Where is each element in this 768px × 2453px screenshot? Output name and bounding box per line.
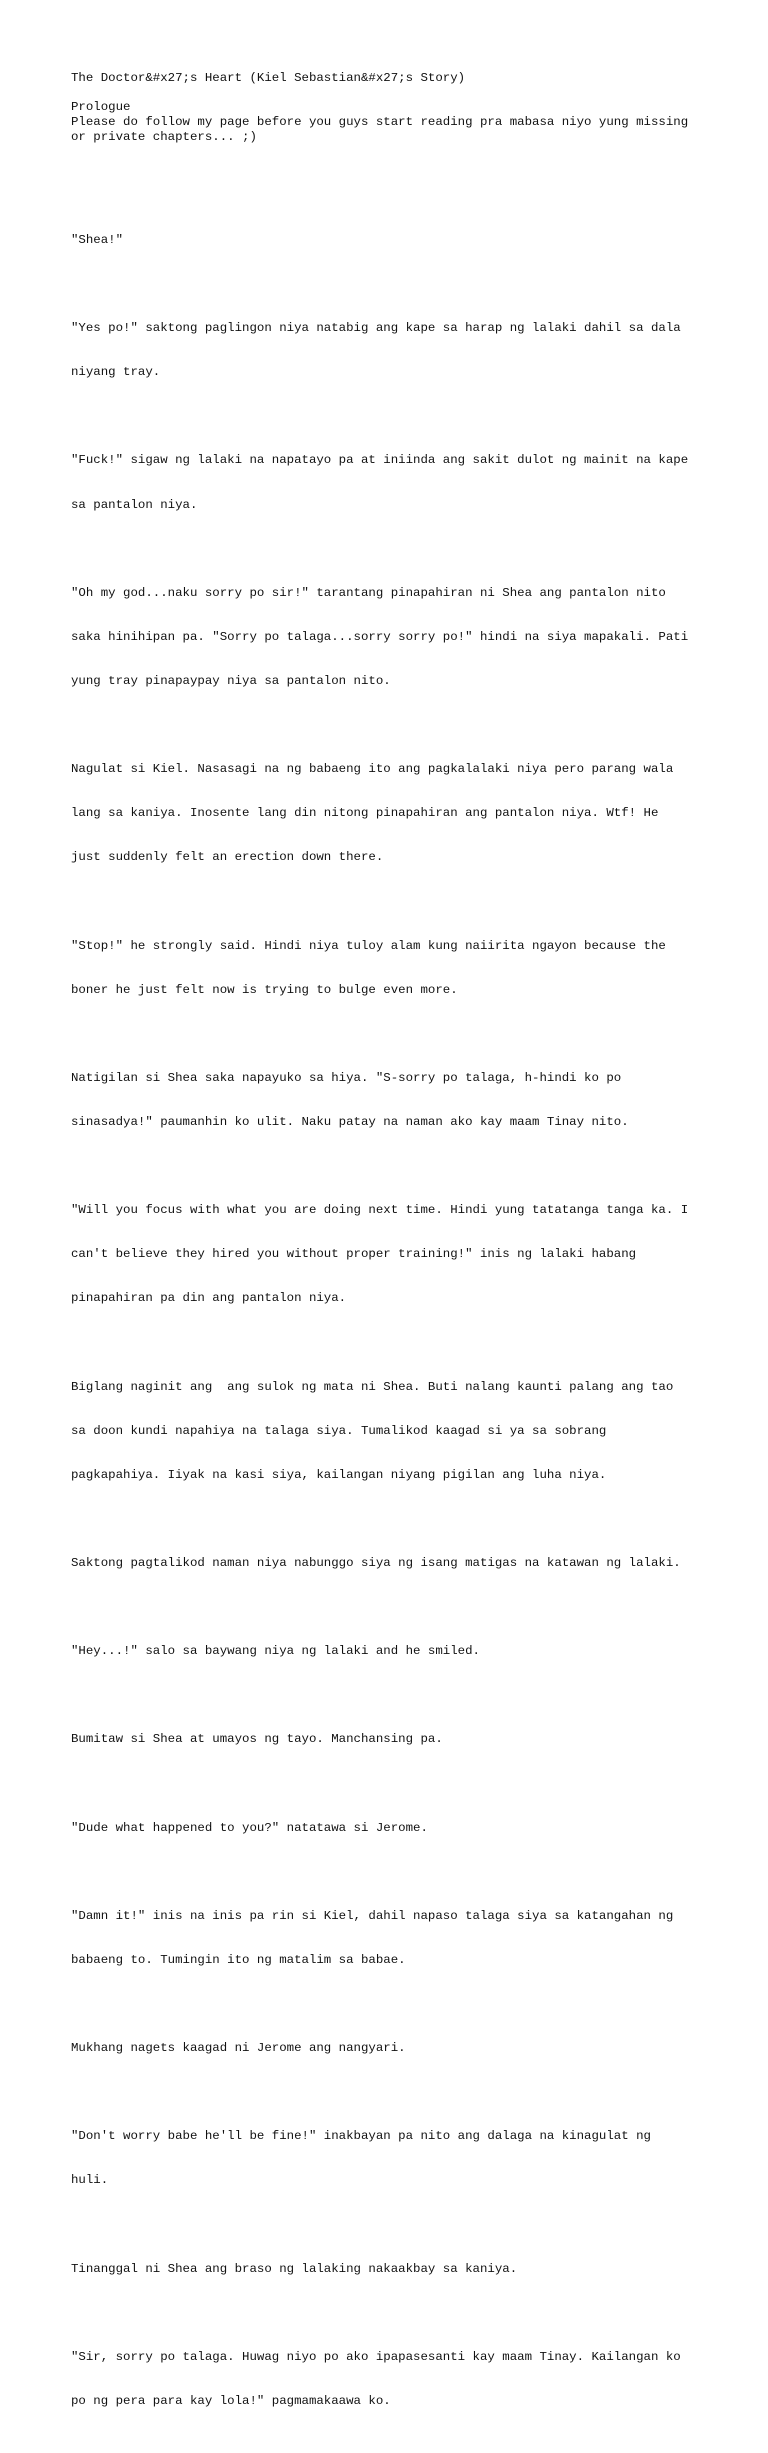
paragraph-line: pinapahiran pa din ang pantalon niya. <box>71 1291 347 1306</box>
prologue-heading: Prologue <box>71 100 131 115</box>
prologue-note-line: Please do follow my page before you guys start reading pra mabasa niyo yung missing <box>71 115 689 130</box>
paragraph-line: "Don't worry babe he'll be fine!" inakbayan pa nito ang dalaga na kinagulat ng <box>71 2129 651 2144</box>
paragraph-line: yung tray pinapaypay niya sa pantalon nito. <box>71 673 391 688</box>
paragraph-line: just suddenly felt an erection down there. <box>71 850 384 865</box>
title-block <box>71 71 711 86</box>
paragraph-line: sa pantalon niya. <box>71 497 198 512</box>
paragraph-line: "Will you focus with what you are doing next time. Hindi yung tatatanga tanga ka. I <box>71 1203 689 1218</box>
paragraph <box>71 2232 711 2306</box>
paragraph-line: Nagulat si Kiel. Nasasagi na ng babaeng ito ang pagkalalaki niya pero parang wala <box>71 762 674 777</box>
story-body <box>71 204 711 2439</box>
paragraph-line: sinasadya!" paumanhin ko ulit. Naku patay na naman ako kay maam Tinay nito. <box>71 1115 629 1129</box>
paragraph-line: "Oh my god...naku sorry po sir!" tarantang pinapahiran ni Shea ang pantalon nito <box>71 585 666 600</box>
paragraph-line: Saktong pagtalikod naman niya nabunggo siya ng isang matigas na katawan ng lalaki. <box>71 1556 681 1571</box>
prologue-note-line: or private chapters... ;) <box>71 129 257 144</box>
paragraph <box>71 1791 711 1865</box>
paragraph-line: boner he just felt now is trying to bulge even more. <box>71 982 458 997</box>
paragraph-line: saka hinihipan pa. "Sorry po talaga...sorry sorry po!" hindi na siya mapakali. Pati <box>71 629 689 644</box>
paragraph <box>71 556 711 718</box>
paragraph <box>71 424 711 542</box>
paragraph <box>71 1174 711 1336</box>
paragraph <box>71 292 711 410</box>
paragraph <box>71 1879 711 1997</box>
paragraph-line: niyang tray. <box>71 365 161 380</box>
paragraph-line: pagkapahiya. Iiyak na kasi siya, kailangan niyang pigilan ang luha niya. <box>71 1467 607 1482</box>
paragraph-line: "Fuck!" sigaw ng lalaki na napatayo pa at iniinda ang sakit dulot ng mainit na kape <box>71 453 689 468</box>
paragraph <box>71 1703 711 1777</box>
paragraph <box>71 733 711 895</box>
prologue-block <box>71 100 711 144</box>
paragraph-line: Bumitaw si Shea at umayos ng tayo. Manchansing pa. <box>71 1732 443 1747</box>
paragraph <box>71 2012 711 2086</box>
paragraph-line: po ng pera para kay lola!" pagmamakaawa ko. <box>71 2394 391 2408</box>
paragraph-line: lang sa kaniya. Inosente lang din nitong pinapahiran ang pantalon niya. Wtf! He <box>71 806 659 821</box>
paragraph-line: can't believe they hired you without proper training!" inis ng lalaki habang <box>71 1247 637 1262</box>
paragraph-line: "Shea!" <box>71 232 124 247</box>
paragraph-line: sa doon kundi napahiya na talaga siya. Tumalikod kaagad si ya sa sobrang <box>71 1423 607 1438</box>
paragraph-line: "Dude what happened to you?" natatawa si Jerome. <box>71 1820 428 1835</box>
document-page <box>71 71 711 2453</box>
paragraph <box>71 2100 711 2218</box>
paragraph-line: "Damn it!" inis na inis pa rin si Kiel, dahil napaso talaga siya sa katangahan ng <box>71 1908 674 1923</box>
paragraph <box>71 1615 711 1689</box>
paragraph-line: Tinanggal ni Shea ang braso ng lalaking nakaakbay sa kaniya. <box>71 2261 518 2276</box>
paragraph-line: babaeng to. Tumingin ito ng matalim sa babae. <box>71 1952 406 1967</box>
paragraph-line: "Yes po!" saktong paglingon niya natabig ang kape sa harap ng lalaki dahil sa dala <box>71 321 681 336</box>
paragraph <box>71 1350 711 1512</box>
paragraph-line: "Hey...!" salo sa baywang niya ng lalaki and he smiled. <box>71 1644 480 1659</box>
paragraph-line: "Sir, sorry po talaga. Huwag niyo po ako ipapasesanti kay maam Tinay. Kailangan ko <box>71 2349 681 2364</box>
paragraph-line: Biglang naginit ang ang sulok ng mata ni Shea. Buti nalang kaunti palang ang tao <box>71 1379 674 1394</box>
paragraph <box>71 1041 711 1159</box>
paragraph-line: Mukhang nagets kaagad ni Jerome ang nangyari. <box>71 2041 406 2056</box>
paragraph-line: "Stop!" he strongly said. Hindi niya tuloy alam kung naiirita ngayon because the <box>71 938 666 953</box>
paragraph-line: huli. <box>71 2173 109 2188</box>
paragraph <box>71 1527 711 1601</box>
paragraph <box>71 204 711 278</box>
paragraph <box>71 2320 711 2438</box>
paragraph-line: Natigilan si Shea saka napayuko sa hiya. "S-sorry po talaga, h-hindi ko po <box>71 1070 622 1085</box>
paragraph <box>71 909 711 1027</box>
document-title: The Doctor&#x27;s Heart (Kiel Sebastian&#x27;s Story) <box>71 71 466 85</box>
